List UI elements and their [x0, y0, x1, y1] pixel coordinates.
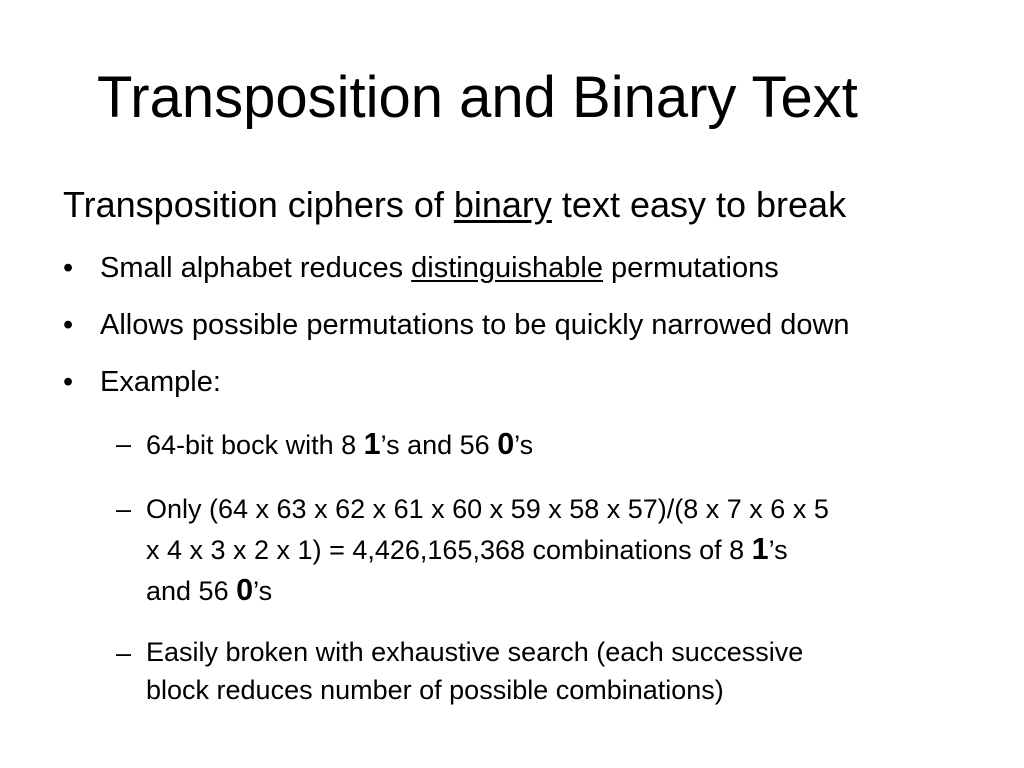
text-run: ’s and 56 [380, 430, 498, 460]
text-run: x 4 x 3 x 2 x 1) = 4,426,165,368 combinations of 8 [146, 535, 752, 565]
bold-digit: 0 [236, 573, 254, 607]
sub-bullet-text [146, 424, 1012, 465]
lead-underlined-word: binary [453, 184, 552, 225]
text-run: 64-bit bock with 8 [146, 430, 364, 460]
bullet-marker: • [63, 252, 74, 284]
sub-bullet-marker: – [116, 429, 132, 459]
sub-bullet-line [146, 529, 1012, 570]
sub-bullet-line: block reduces number of possible combinations) [146, 675, 724, 705]
lead-statement [63, 183, 846, 227]
bullet-text: Allows possible permutations to be quickly narrowed down [100, 309, 850, 341]
sub-bullet-marker: – [116, 638, 132, 668]
sub-bullet-line [146, 570, 1012, 611]
sub-bullet-text [146, 489, 1012, 611]
bullet-text-after: permutations [603, 252, 779, 284]
lead-text-before: Transposition ciphers of [63, 184, 454, 225]
sub-bullet-line: Easily broken with exhaustive search (each successive [146, 637, 804, 667]
bold-digit: 0 [497, 427, 515, 461]
lead-text-after: text easy to break [551, 184, 847, 225]
text-run: ’s [253, 576, 273, 606]
sub-bullet-line: Only (64 x 63 x 62 x 61 x 60 x 59 x 58 x 57)/(8 x 7 x 6 x 5 [146, 494, 829, 524]
text-run: ’s [514, 430, 534, 460]
sub-bullet-marker: – [116, 494, 132, 524]
bullet-text: Example: [100, 366, 221, 398]
bold-digit: 1 [363, 427, 381, 461]
slide-title: Transposition and Binary Text [97, 65, 858, 130]
bullet-text [100, 250, 779, 286]
bullet-text-before: Small alphabet reduces [100, 252, 412, 284]
bullet-marker: • [63, 309, 74, 341]
bullet-marker: • [63, 366, 74, 398]
sub-bullet-text [146, 633, 1012, 709]
text-run: and 56 [146, 576, 237, 606]
bullet-underlined-word: distinguishable [411, 252, 603, 284]
bold-digit: 1 [751, 532, 769, 566]
text-run: ’s [768, 535, 788, 565]
